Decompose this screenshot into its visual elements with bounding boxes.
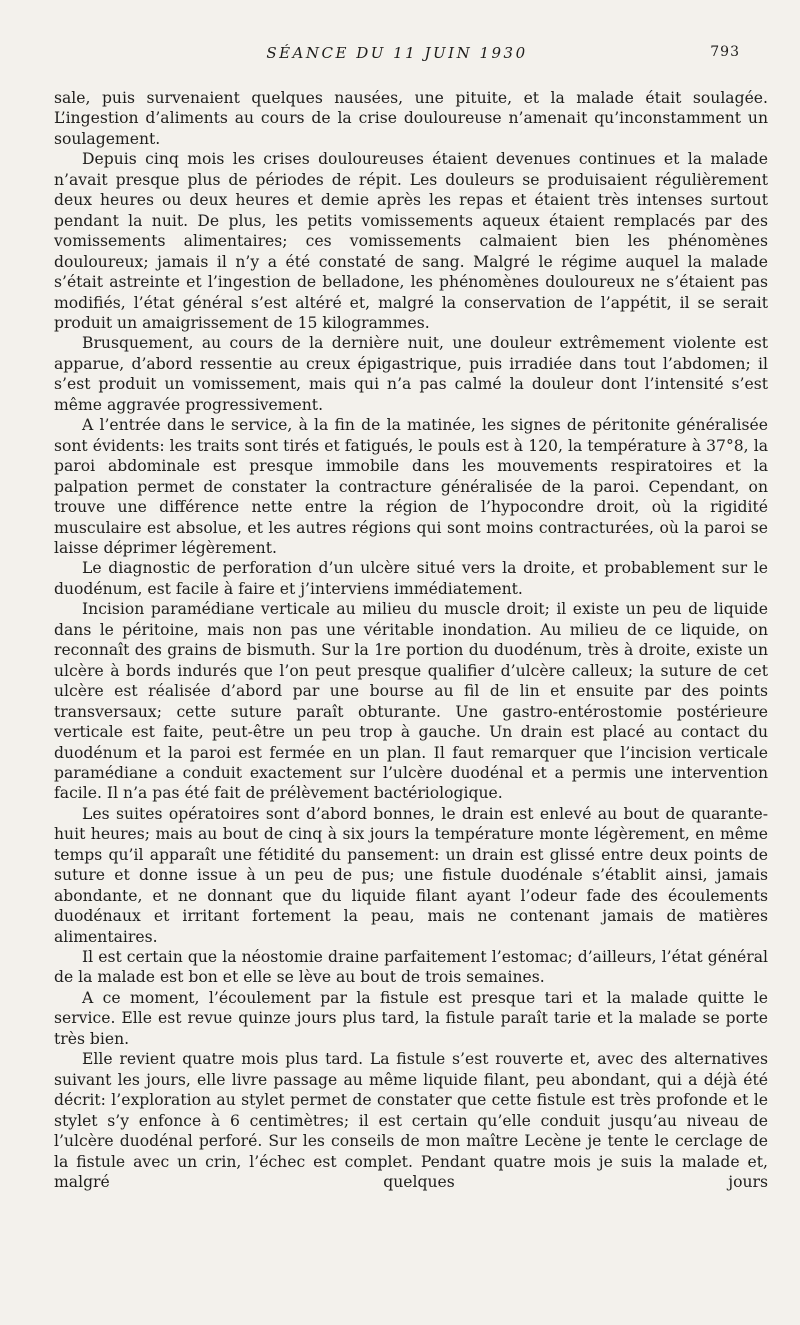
running-head-title: SÉANCE DU 11 JUIN 1930 xyxy=(266,44,528,62)
paragraph: Incision paramédiane verticale au milieu du muscle droit; il existe un peu de liquide dans le péritoine, mais non pas une véritable inondation. Au milieu de ce liquide, on reconnaît des grains de bismuth. Sur la 1re portion du duodénum, très à droite, existe un ulcère à bords indurés que l’on peut presque qualifier d’ulcère calleux; la suture de cet ulcère est réalisée d’abord par une bourse au fil de lin et ensuite par des points transversaux; cette suture paraît obturante. Une gastro-entérostomie postérieure verticale est faite, peut-être un peu trop à gauche. Un drain est placé au contact du duodénum et la paroi est fermée en un plan. Il faut remarquer que l’incision verticale paramédiane a conduit exactement sur l’ulcère duodénal et a permis une intervention facile. Il n’a pas été fait de prélèvement bactériologique. xyxy=(54,600,768,803)
paragraph: A ce moment, l’écoulement par la fistule est presque tari et la malade quitte le service. Elle est revue quinze jours plus tard, la fistule paraît tarie et la malade se porte très bien. xyxy=(54,988,768,1048)
paragraph: Les suites opératoires sont d’abord bonnes, le drain est enlevé au bout de quarante-huit heures; mais au bout de cinq à six jours la température monte légèrement, en même temps qu’il apparaît une fétidité du pansement: un drain est glissé entre deux points de suture et donne issue à un peu de pus; une fistule duodénale s’établit ainsi, jamais abondante, et ne donnant que du liquide filant ayant l’odeur fade des écoulements duodénaux et irritant fortement la peau, mais ne contenant jamais de matières alimentaires. xyxy=(54,804,768,946)
paragraph: Il est certain que la néostomie draine parfaitement l’estomac; d’ailleurs, l’état général de la malade est bon et elle se lève au bout de trois semaines. xyxy=(54,948,768,987)
paragraph: Depuis cinq mois les crises douloureuses étaient devenues continues et la malade n’avait presque plus de périodes de répit. Les douleurs se produisaient régulièrement deux heures ou deux heures et demie après les repas et étaient très intenses surtout pendant la nuit. De plus, les petits vomissements aqueux étaient remplacés par des vomissements alimentaires; ces vomissements calmaient bien les phénomènes douloureux; jamais il n’y a été constaté de sang. Malgré le régime auquel la malade s’était astreinte et l’ingestion de belladone, les phénomènes douloureux ne s’étaient pas modifiés, l’état général s’est altéré et, malgré la conservation de l’appétit, il se serait produit un amaigrissement de 15 kilogrammes. xyxy=(54,150,768,332)
paragraph: Elle revient quatre mois plus tard. La fistule s’est rouverte et, avec des alternatives suivant les jours, elle livre passage au même liquide filant, peu abondant, qui a déjà été décrit: l’exploration au stylet permet de constater que cette fistule est très profonde et le stylet s’y enfonce à 6 centimètres; il est certain qu’elle conduit jusqu’au niveau de l’ulcère duodénal perforé. Sur les conseils de mon maître Lecène je tente le cerclage de la fistule avec un crin, l’échec est complet. Pendant quatre mois je suis la malade et, malgré quelques jours xyxy=(54,1050,768,1192)
running-head xyxy=(54,44,740,66)
paragraph: Le diagnostic de perforation d’un ulcère situé vers la droite, et probablement sur le duodénum, est facile à faire et j’interviens immédiatement. xyxy=(54,559,768,598)
paragraph: A l’entrée dans le service, à la fin de la matinée, les signes de péritonite généralisée sont évidents: les traits sont tirés et fatigués, le pouls est à 120, la température à 37°8, la paroi abdominale est presque immobile dans les mouvements respiratoires et la palpation permet de constater la contracture généralisée de la paroi. Cependant, on trouve une différence nette entre la région de l’hypocondre droit, où la rigidité musculaire est absolue, et les autres régions qui sont moins contracturées, où la paroi se laisse déprimer légèrement. xyxy=(54,416,768,557)
paragraph: Brusquement, au cours de la dernière nuit, une douleur extrêmement violente est apparue, d’abord ressentie au creux épigastrique, puis irradiée dans tout l’abdomen; il s’est produit un vomissement, mais qui n’a pas calmé la douleur dont l’intensité s’est même aggravée progressivement. xyxy=(54,334,768,414)
page-number: 793 xyxy=(710,44,740,60)
body-text xyxy=(54,88,768,1192)
paragraph-continued: sale, puis survenaient quelques nausées, une pituite, et la malade était soulagée. L’ingestion d’aliments au cours de la crise douloureuse n’amenait qu’inconstamment un soulagement. xyxy=(54,89,768,148)
